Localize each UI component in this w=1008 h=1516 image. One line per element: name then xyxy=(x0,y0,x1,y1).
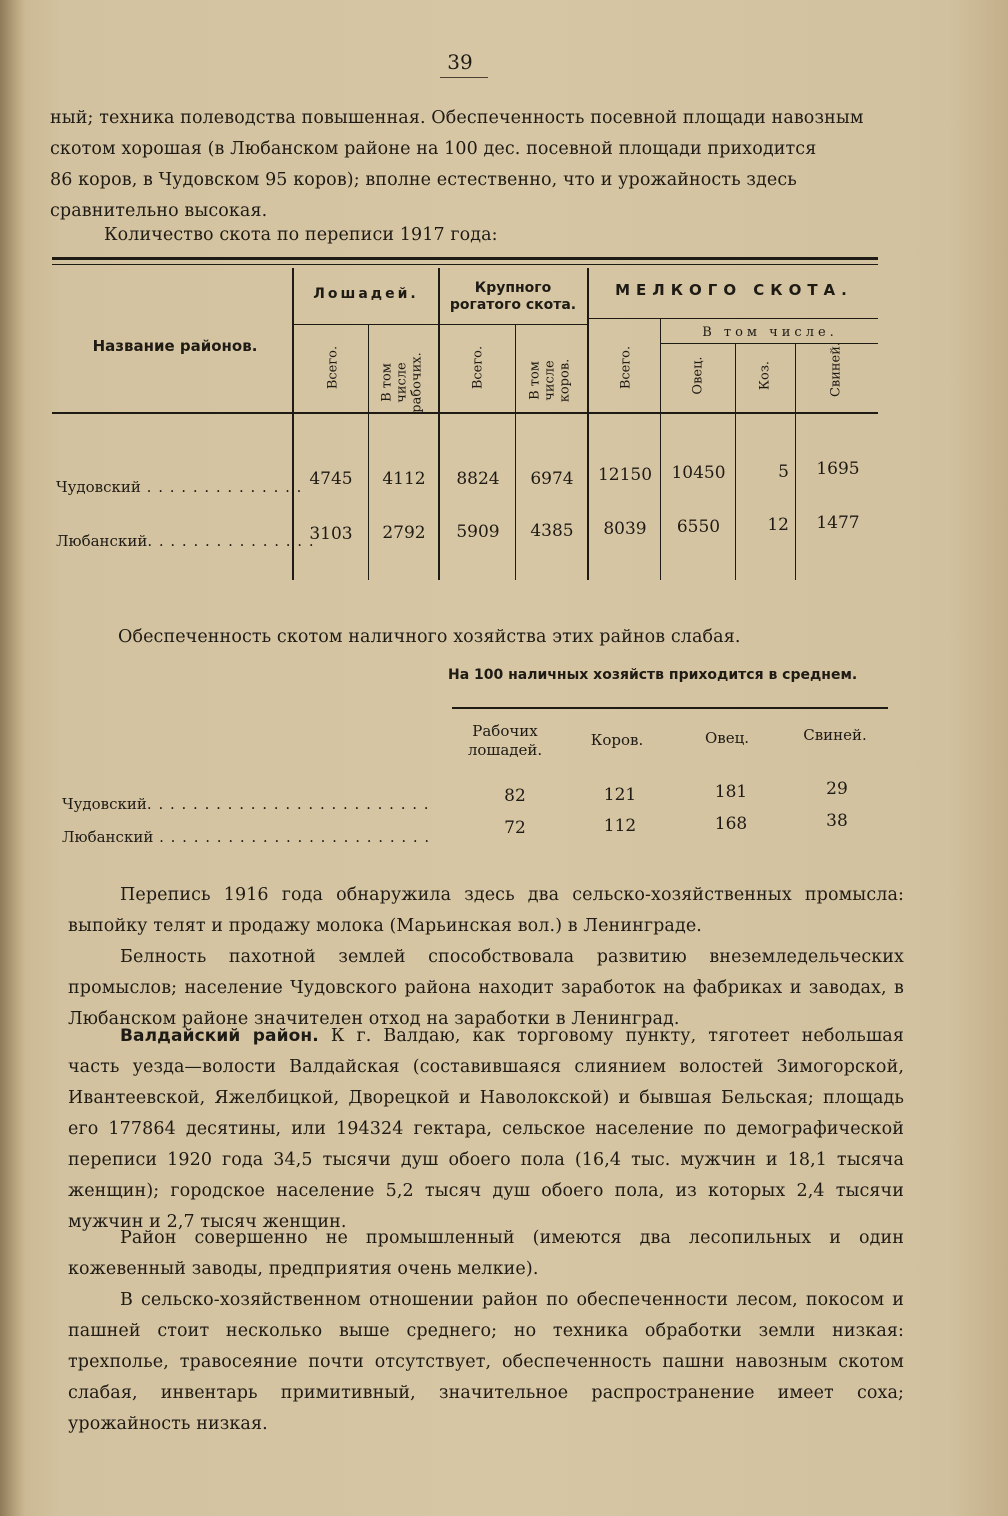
table1-cell: 5 xyxy=(778,462,789,482)
h-pigs: Свиней. xyxy=(828,341,844,398)
table1-vline xyxy=(587,268,589,580)
col-district-header: Название районов. xyxy=(92,337,258,355)
table2-cell: 168 xyxy=(714,814,748,834)
col-small-group: МЕЛКОГО СКОТА. xyxy=(615,281,853,299)
table1-cell: 10450 xyxy=(671,463,726,483)
table1-cell: 4112 xyxy=(382,469,426,489)
table1-vline xyxy=(660,318,661,580)
table1-top-rule xyxy=(52,257,878,260)
t2-h-working: Рабочих лошадей. xyxy=(467,722,543,759)
table1-intro: Количество скота по переписи 1917 года: xyxy=(104,225,498,245)
table2-cell: 181 xyxy=(714,782,748,802)
paragraph-agriculture: В сельско-хозяйственном отношении район по обеспеченности лесом, покосом и пашней стоит несколько выше среднего; но техника обработки земли низкая: трехполье, травосеяние почти отсутствует, обеспеченность пашни навозным скотом слабая, инвентарь примитивный, значительное распространение имеет соха; урожайность низкая. xyxy=(68,1290,904,1434)
table1-cell: 12150 xyxy=(597,465,653,485)
paragraph-valdai xyxy=(68,1021,904,1238)
table1-cell: 2792 xyxy=(382,523,426,543)
table1-cell: 3103 xyxy=(309,524,353,544)
h-cattle-cows: В том числе коров. xyxy=(527,358,573,403)
leader-dots: . . . . . . . . . . . . . . . xyxy=(147,532,315,550)
district-name: Любанский xyxy=(62,828,154,846)
paragraph-industry: Район совершенно не промышленный (имеются два лесопильных и один кожевенный заводы, предприятия очень мелкие). xyxy=(68,1228,904,1279)
table1-cell: 6550 xyxy=(676,517,721,537)
table1-cell: 4745 xyxy=(309,469,353,489)
h-sheep: Овец. xyxy=(690,356,706,395)
h-horses-total: Всего. xyxy=(325,345,341,390)
t2-h-sheep: Овец. xyxy=(704,729,750,747)
intro-line-2: скотом хорошая (в Любанском районе на 100 дес. посевной площади приходится xyxy=(50,139,817,159)
intro-line-3: 86 коров, в Чудовском 95 коров); вполне естественно, что и урожайность здесь xyxy=(50,170,797,190)
table2-cell: 38 xyxy=(826,811,848,831)
col-horses-group: Лошадей. xyxy=(313,286,419,302)
table1-vline xyxy=(735,344,736,580)
leader-dots: . . . . . . . . . . . . . . . . . . . . . . . . xyxy=(153,828,431,846)
col-cattle-group: Крупного рогатого скота. xyxy=(449,280,577,313)
table1-group-rule xyxy=(439,324,587,325)
table1-group-rule xyxy=(293,324,438,325)
district-name: Любанский xyxy=(56,532,148,550)
valdai-text: К г. Валдаю, как торговому пункту, тяготеет небольшая часть уезда—волости Валдайская (составившаяся слиянием волостей Зимогорской, Ивантеевской, Яжелбицкой, Дворецкой и Наволокской) и бывшая Бельская; площадь его 177864 десятины, или 194324 гектара, сельское население по демографической переписи 1920 года 34,5 тысячи душ обоего пола (16,4 тыс. мужчин и 18,1 тысяча женщин); городское население 5,2 тысяч душ обоего пола, из которых 2,4 тысячи мужчин и 2,7 тысяч женщин. xyxy=(68,1026,904,1232)
page-number-rule xyxy=(440,77,488,78)
table2-cell: 121 xyxy=(603,785,637,805)
district-name: Чудовский xyxy=(56,478,141,496)
table1-vline xyxy=(515,325,516,580)
col-incl-subgroup: В том числе. xyxy=(702,325,838,340)
leader-dots: . . . . . . . . . . . . . . . . . . . . . . . . . xyxy=(146,795,430,813)
table1-vline xyxy=(438,268,440,580)
intro-line-4: сравнительно высокая. xyxy=(50,201,268,221)
table1-header-rule xyxy=(52,412,878,414)
table1-cell: 4385 xyxy=(530,521,574,541)
table2-row-name xyxy=(62,828,430,846)
h-goats: Коз. xyxy=(757,360,773,391)
table2-caption: На 100 наличных хозяйств приходится в среднем. xyxy=(448,667,858,683)
table1-cell: 8039 xyxy=(603,519,647,539)
table2-cell: 82 xyxy=(504,786,526,806)
table1-cell: 1695 xyxy=(816,459,860,479)
h-cattle-total: Всего. xyxy=(470,345,486,390)
weak-supply-sentence: Обеспеченность скотом наличного хозяйства этих райнов слабая. xyxy=(118,627,741,647)
table1-row-name xyxy=(56,532,315,550)
table1-cell: 1477 xyxy=(816,513,860,533)
table1-cell: 12 xyxy=(767,515,789,535)
district-name: Чудовский xyxy=(62,795,147,813)
h-small-total: Всего. xyxy=(618,345,634,390)
leader-dots: . . . . . . . . . . . . . . xyxy=(140,478,303,496)
table2-cell: 29 xyxy=(826,779,848,799)
page-binding-edge xyxy=(0,0,26,1516)
page-number: 39 xyxy=(447,50,473,74)
t2-h-cows: Коров. xyxy=(590,731,644,749)
t2-h-pigs: Свиней. xyxy=(803,726,867,744)
valdai-heading: Валдайский район. xyxy=(120,1026,319,1046)
intro-line-1: ный; техника полеводства повышенная. Обеспеченность посевной площади навозным xyxy=(50,108,864,128)
table1-cell: 8824 xyxy=(456,469,500,489)
table1-vline xyxy=(795,344,796,580)
table2-row-name xyxy=(62,795,430,813)
paragraph-census-1916: Перепись 1916 года обнаружила здесь два сельско-хозяйственных промысла: выпойку телят и продажу молока (Марьинская вол.) в Ленинграде. xyxy=(68,885,904,936)
table1-vline xyxy=(368,325,369,580)
table1-cell: 5909 xyxy=(456,522,500,542)
table1-row-name xyxy=(56,478,302,496)
table2-cell: 112 xyxy=(603,816,637,836)
paragraph-land-shortage: Белность пахотной землей способствовала развитию внеземледельческих промыслов; население Чудовского района находит заработок на фабриках и заводах, в Любанском районе значителен отход на заработки в Ленинград. xyxy=(68,947,904,1029)
table1-cell: 6974 xyxy=(530,469,574,489)
table1-top-rule-thin xyxy=(52,264,878,265)
table2-top-rule xyxy=(452,707,888,709)
table2-cell: 72 xyxy=(504,818,526,838)
h-horses-working: В том числе рабочих. xyxy=(379,352,425,413)
